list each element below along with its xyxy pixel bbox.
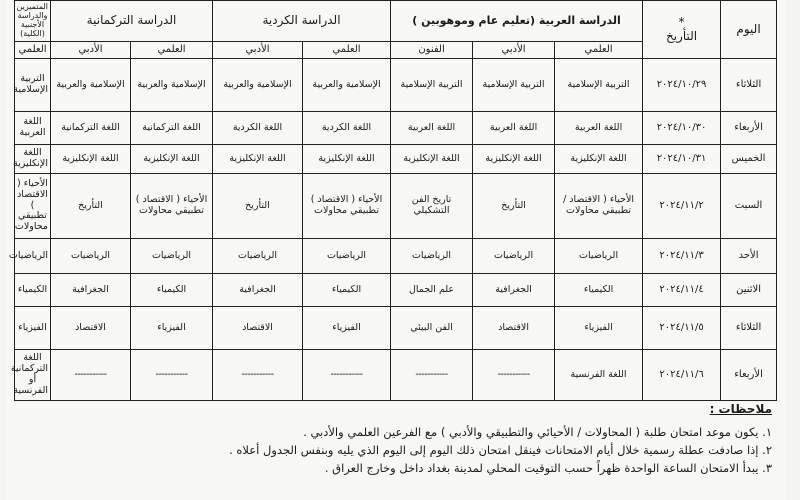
subject-cell: اللغة الفرنسية <box>555 350 643 401</box>
subject-cell: الفيزياء <box>15 307 51 350</box>
table-row <box>15 350 777 401</box>
subject-cell: الرياضيات <box>15 239 51 274</box>
note-item: ٣. يبدأ الامتحان الساعة الواحدة ظهراً حسب التوقيت المحلي لمدينة بغداد داخل وخارج العراق . <box>324 460 772 475</box>
date-cell: ٢٠٢٤/١٠/٣٠ <box>643 112 721 145</box>
exam-schedule-sheet <box>6 0 786 500</box>
header-branch: العلمي <box>131 42 213 59</box>
header-group-arabic: الدراسة العربية (تعليم عام وموهوبين ) <box>391 1 643 42</box>
subject-cell: اللغة التركمانية <box>51 112 131 145</box>
note-item: ٢. إذا صادفت عطلة رسمية خلال أيام الامتحانات فينقل امتحان ذلك اليوم إلى اليوم الذي يليه وبنفس الجدول أعلاه . <box>229 442 772 457</box>
subject-cell: التأريخ <box>213 174 303 239</box>
empty-cell: ----------- <box>51 350 131 401</box>
subject-cell: اللغة الإنكليزية <box>131 145 213 174</box>
subject-cell: الفيزياء <box>303 307 391 350</box>
subject-cell: اللغة الإنكليزية <box>15 145 51 174</box>
table-row <box>15 274 777 307</box>
subject-cell: علم الجمال <box>391 274 473 307</box>
header-branch: العلمي <box>15 42 51 59</box>
subject-cell: الرياضيات <box>555 239 643 274</box>
empty-cell: ----------- <box>391 350 473 401</box>
subject-cell: الأحياء ( الاقتصاد ) تطبيقي محاولات <box>15 174 51 239</box>
subject-cell: الكيمياء <box>303 274 391 307</box>
subject-cell: اللغة الإنكليزية <box>473 145 555 174</box>
table-row <box>15 174 777 239</box>
table-row <box>15 112 777 145</box>
day-cell: الأحد <box>721 239 777 274</box>
subject-cell: التأريخ <box>473 174 555 239</box>
subject-cell: الرياضيات <box>51 239 131 274</box>
subject-cell: التأريخ <box>51 174 131 239</box>
header-branch: العلمي <box>303 42 391 59</box>
subject-cell: الرياضيات <box>391 239 473 274</box>
subject-cell: الجغرافية <box>473 274 555 307</box>
note-item: ١. يكون موعد امتحان طلبة ( المحاولات / الأحيائي والتطبيقي والأدبي ) مع الفرعين العلمي والأدبي . <box>303 425 772 439</box>
date-cell: ٢٠٢٤/١١/٣ <box>643 239 721 274</box>
header-date-mark: * <box>678 14 685 29</box>
subject-cell: اللغة الإنكليزية <box>51 145 131 174</box>
subject-cell: الرياضيات <box>473 239 555 274</box>
date-cell: ٢٠٢٤/١٠/٢٩ <box>643 59 721 112</box>
subject-cell: الأحياء ( الاقتصاد ) تطبيقي محاولات <box>131 174 213 239</box>
subject-cell: الكيمياء <box>131 274 213 307</box>
header-group-turkmen: الدراسة التركمانية <box>51 1 213 42</box>
table-row <box>15 59 777 112</box>
subject-cell: الكيمياء <box>555 274 643 307</box>
header-group-kurdish: الدراسة الكردية <box>213 1 391 42</box>
empty-cell: ----------- <box>213 350 303 401</box>
subject-cell: التربية الإسلامية <box>555 59 643 112</box>
subject-cell: التربية الإسلامية <box>391 59 473 112</box>
subject-cell: اللغة التركمانية <box>131 112 213 145</box>
header-branch: الأدبي <box>51 42 131 59</box>
empty-cell: ----------- <box>303 350 391 401</box>
day-cell: الثلاثاء <box>721 307 777 350</box>
subject-cell: اللغة الإنكليزية <box>391 145 473 174</box>
subject-cell: الفن البيئي <box>391 307 473 350</box>
subject-cell: الكيمياء <box>15 274 51 307</box>
date-cell: ٢٠٢٤/١١/٢ <box>643 174 721 239</box>
subject-cell: الإسلامية والعربية <box>51 59 131 112</box>
day-cell: الاثنين <box>721 274 777 307</box>
subject-cell: الاقتصاد <box>473 307 555 350</box>
date-cell: ٢٠٢٤/١١/٦ <box>643 350 721 401</box>
subject-cell: التربية الإسلامية <box>15 59 51 112</box>
subject-cell: الإسلامية والعربية <box>213 59 303 112</box>
subject-cell: اللغة الإنكليزية <box>555 145 643 174</box>
exam-schedule-table <box>8 0 777 401</box>
subject-cell: الاقتصاد <box>51 307 131 350</box>
day-cell: الثلاثاء <box>721 59 777 112</box>
subject-cell: التربية الإسلامية <box>473 59 555 112</box>
notes-title: ملاحظات : <box>709 402 772 416</box>
subject-cell: اللغة العربية <box>473 112 555 145</box>
notes-section <box>72 402 772 479</box>
subject-cell: الفيزياء <box>131 307 213 350</box>
subject-cell: الفيزياء <box>555 307 643 350</box>
header-branch: الفنون <box>391 42 473 59</box>
header-date-label: التأريخ <box>665 28 698 43</box>
subject-cell: اللغة الإنكليزية <box>303 145 391 174</box>
subject-cell: الأحياء ( الاقتصاد ) تطبيقي محاولات <box>303 174 391 239</box>
header-group-distinguished: المتميزين والدراسة الأجنبية (الكلية) <box>15 1 51 42</box>
subject-cell: اللغة العربية <box>391 112 473 145</box>
header-date <box>643 1 721 59</box>
day-cell: الأربعاء <box>721 350 777 401</box>
subject-cell: الرياضيات <box>131 239 213 274</box>
header-branch: الأدبي <box>473 42 555 59</box>
subject-cell: الجغرافية <box>51 274 131 307</box>
date-cell: ٢٠٢٤/١١/٤ <box>643 274 721 307</box>
empty-cell: ----------- <box>473 350 555 401</box>
day-cell: الخميس <box>721 145 777 174</box>
header-branch: الأدبي <box>213 42 303 59</box>
header-branch: العلمي <box>555 42 643 59</box>
subject-cell: اللغة التركمانية أو الفرنسية <box>15 350 51 401</box>
subject-cell: الاقتصاد <box>213 307 303 350</box>
subject-cell: اللغة الكردية <box>303 112 391 145</box>
subject-cell: الجغرافية <box>213 274 303 307</box>
subject-cell: اللغة الإنكليزية <box>213 145 303 174</box>
table-row <box>15 239 777 274</box>
date-cell: ٢٠٢٤/١١/٥ <box>643 307 721 350</box>
date-cell: ٢٠٢٤/١٠/٣١ <box>643 145 721 174</box>
table-row <box>15 145 777 174</box>
subject-cell: الرياضيات <box>213 239 303 274</box>
day-cell: الأربعاء <box>721 112 777 145</box>
subject-cell: اللغة الكردية <box>213 112 303 145</box>
subject-cell: الإسلامية والعربية <box>131 59 213 112</box>
empty-cell: ----------- <box>131 350 213 401</box>
header-day: اليوم <box>721 1 777 59</box>
table-row <box>15 307 777 350</box>
subject-cell: الرياضيات <box>303 239 391 274</box>
subject-cell: اللغة العربية <box>15 112 51 145</box>
subject-cell: اللغة العربية <box>555 112 643 145</box>
subject-cell: الأحياء ( الاقتصاد / تطبيقي محاولات <box>555 174 643 239</box>
subject-cell: تاريخ الفن التشكيلي <box>391 174 473 239</box>
subject-cell: الإسلامية والعربية <box>303 59 391 112</box>
day-cell: السبت <box>721 174 777 239</box>
